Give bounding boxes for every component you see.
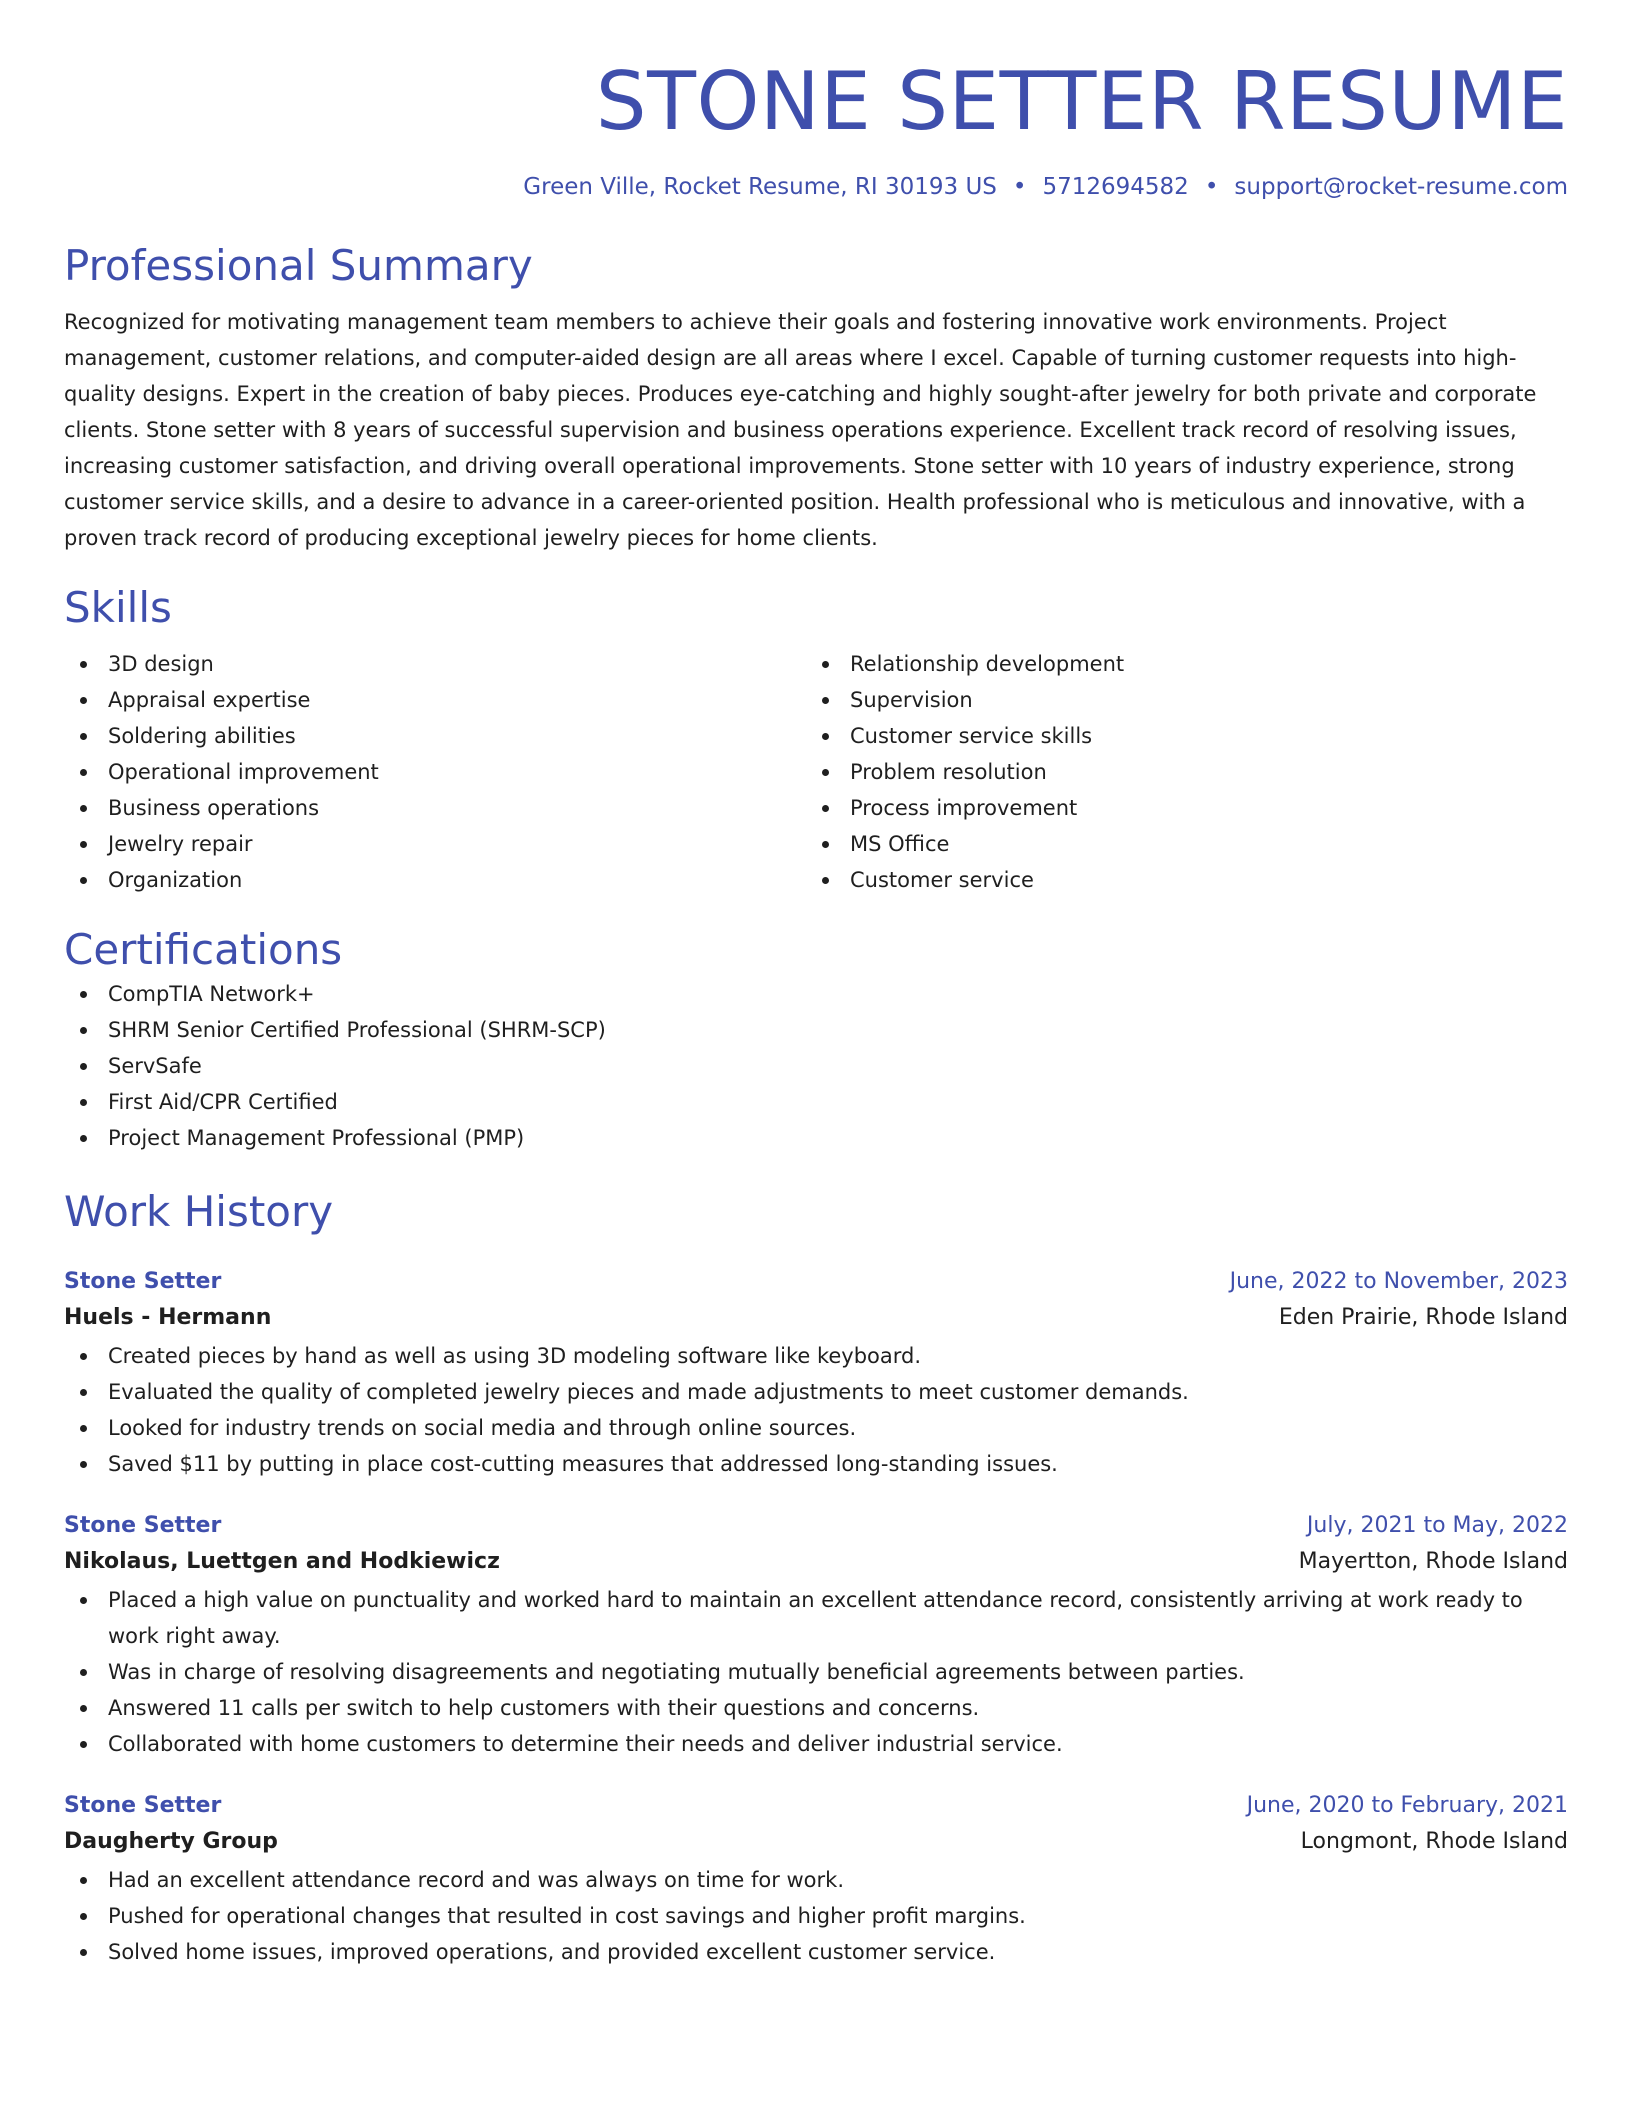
job-duty-text: Looked for industry trends on social media and through online sources.	[108, 1416, 857, 1440]
bullet-icon	[80, 877, 87, 884]
bullet-icon	[80, 1389, 87, 1396]
bullet-icon	[80, 1063, 87, 1070]
bullet-icon	[80, 1425, 87, 1432]
certifications-heading: Certifications	[64, 925, 343, 974]
job-dates: June, 2022 to November, 2023	[1229, 1269, 1568, 1294]
job-entry	[64, 1790, 1568, 1970]
skill-item	[806, 826, 1548, 862]
job-dates: July, 2021 to May, 2022	[1306, 1513, 1568, 1538]
bullet-icon	[80, 769, 87, 776]
certification-item	[64, 1084, 1568, 1120]
job-duty	[64, 1726, 1568, 1762]
skill-item	[806, 790, 1548, 826]
bullet-icon	[80, 1099, 87, 1106]
job-duty-text: Saved $11 by putting in place cost-cutting measures that addressed long-standing issues.	[108, 1452, 1058, 1476]
skill-label: Customer service	[850, 868, 1034, 892]
job-duty-text: Pushed for operational changes that resulted in cost savings and higher profit margins.	[108, 1904, 1026, 1928]
bullet-icon	[80, 1741, 87, 1748]
job-duty	[64, 1862, 1568, 1898]
bullet-icon	[80, 1913, 87, 1920]
job-duty	[64, 1446, 1568, 1482]
job-duty	[64, 1582, 1568, 1654]
job-entry	[64, 1266, 1568, 1482]
certification-item	[64, 1048, 1568, 1084]
bullet-icon	[80, 1705, 87, 1712]
job-header-row	[64, 1790, 1568, 1822]
bullet-icon	[822, 769, 829, 776]
certification-item	[64, 976, 1568, 1012]
job-duty	[64, 1898, 1568, 1934]
resume-title: STONE SETTER RESUME	[595, 55, 1568, 148]
bullet-icon	[822, 733, 829, 740]
skill-item	[64, 754, 806, 790]
job-duty	[64, 1374, 1568, 1410]
skill-label: Jewelry repair	[108, 832, 253, 856]
bullet-icon	[822, 697, 829, 704]
job-duty-text: Placed a high value on punctuality and worked hard to maintain an excellent attendance record, consistently arriving at work ready to work right away.	[108, 1588, 1523, 1648]
job-duty	[64, 1338, 1568, 1374]
certification-label: CompTIA Network+	[108, 982, 315, 1006]
certification-item	[64, 1120, 1568, 1156]
contact-phone: 5712694582	[1042, 174, 1189, 200]
skills-list-left	[64, 646, 806, 898]
job-header-row	[64, 1510, 1568, 1542]
work-history-heading: Work History	[64, 1187, 334, 1236]
job-duty	[64, 1934, 1568, 1970]
bullet-icon	[822, 877, 829, 884]
skills-columns	[64, 646, 1568, 898]
skill-label: Soldering abilities	[108, 724, 296, 748]
job-location: Eden Prairie, Rhode Island	[1278, 1305, 1568, 1330]
job-duty-text: Evaluated the quality of completed jewelry pieces and made adjustments to meet customer demands.	[108, 1380, 1189, 1404]
job-duty-text: Solved home issues, improved operations, and provided excellent customer service.	[108, 1940, 996, 1964]
skills-heading: Skills	[64, 583, 172, 632]
skill-label: Operational improvement	[108, 760, 379, 784]
summary-heading: Professional Summary	[64, 241, 533, 290]
contact-separator: •	[1204, 174, 1219, 200]
job-location: Mayertton, Rhode Island	[1298, 1549, 1568, 1574]
skills-list-right	[806, 646, 1548, 898]
skill-item	[64, 862, 806, 898]
contact-separator: •	[1012, 174, 1027, 200]
skill-item	[64, 790, 806, 826]
skill-item	[806, 862, 1548, 898]
bullet-icon	[80, 1949, 87, 1956]
job-company-row	[64, 1298, 1568, 1338]
job-role: Stone Setter	[64, 1269, 222, 1294]
job-entry	[64, 1510, 1568, 1762]
bullet-icon	[80, 805, 87, 812]
bullet-icon	[80, 1461, 87, 1468]
job-role: Stone Setter	[64, 1513, 222, 1538]
job-dates: June, 2020 to February, 2021	[1246, 1793, 1568, 1818]
bullet-icon	[80, 1597, 87, 1604]
bullet-icon	[822, 661, 829, 668]
job-company: Huels - Hermann	[64, 1305, 272, 1330]
skill-item	[806, 718, 1548, 754]
contact-email: support@rocket-resume.com	[1234, 174, 1568, 200]
job-company: Daugherty Group	[64, 1829, 278, 1854]
job-duty-text: Collaborated with home customers to determine their needs and deliver industrial service.	[108, 1732, 1063, 1756]
bullet-icon	[80, 697, 87, 704]
job-company-row	[64, 1822, 1568, 1862]
job-duty	[64, 1654, 1568, 1690]
bullet-icon	[80, 1669, 87, 1676]
bullet-icon	[80, 1027, 87, 1034]
skill-item	[806, 646, 1548, 682]
job-role: Stone Setter	[64, 1793, 222, 1818]
job-duty	[64, 1410, 1568, 1446]
bullet-icon	[80, 841, 87, 848]
skill-item	[64, 646, 806, 682]
job-company-row	[64, 1542, 1568, 1582]
certification-item	[64, 1012, 1568, 1048]
job-duty-text: Answered 11 calls per switch to help customers with their questions and concerns.	[108, 1696, 980, 1720]
resume-page	[64, 0, 1568, 1970]
skill-item	[64, 718, 806, 754]
skill-label: Supervision	[850, 688, 973, 712]
contact-address: Green Ville, Rocket Resume, RI 30193 US	[523, 174, 997, 200]
certification-label: First Aid/CPR Certified	[108, 1090, 338, 1114]
job-duty-text: Had an excellent attendance record and was always on time for work.	[108, 1868, 845, 1892]
bullet-icon	[80, 1353, 87, 1360]
bullet-icon	[80, 733, 87, 740]
skill-label: Relationship development	[850, 652, 1125, 676]
bullet-icon	[822, 805, 829, 812]
skill-item	[64, 682, 806, 718]
bullet-icon	[822, 841, 829, 848]
certification-label: SHRM Senior Certified Professional (SHRM-SCP)	[108, 1018, 606, 1042]
skill-label: 3D design	[108, 652, 214, 676]
job-duties-list	[64, 1862, 1568, 1970]
bullet-icon	[80, 991, 87, 998]
skill-item	[806, 682, 1548, 718]
skill-label: Problem resolution	[850, 760, 1047, 784]
skills-column-right	[806, 646, 1548, 898]
skill-label: MS Office	[850, 832, 950, 856]
certification-label: Project Management Professional (PMP)	[108, 1126, 525, 1150]
skill-label: Organization	[108, 868, 243, 892]
certifications-list	[64, 976, 1568, 1156]
job-header-row	[64, 1266, 1568, 1298]
certification-label: ServSafe	[108, 1054, 202, 1078]
job-company: Nikolaus, Luettgen and Hodkiewicz	[64, 1549, 500, 1574]
bullet-icon	[80, 1877, 87, 1884]
job-duty-text: Created pieces by hand as well as using 3D modeling software like keyboard.	[108, 1344, 922, 1368]
skill-label: Business operations	[108, 796, 320, 820]
bullet-icon	[80, 661, 87, 668]
job-duty-text: Was in charge of resolving disagreements and negotiating mutually beneficial agreements between parties.	[108, 1660, 1245, 1684]
skill-label: Process improvement	[850, 796, 1078, 820]
job-duties-list	[64, 1582, 1568, 1762]
skill-label: Appraisal expertise	[108, 688, 311, 712]
summary-text: Recognized for motivating management team members to achieve their goals and fostering innovative work environments. Project management, customer relations, and computer-aided design are all areas where I excel. Capable of turning customer requests into high-quality designs. Expert in the creation of baby pieces. Produces eye-catching and highly sought-after jewelry for both private and corporate clients. Stone setter with 8 years of successful supervision and business operations experience. Excellent track record of resolving issues, increasing customer satisfaction, and driving overall operational improvements. Stone setter with 10 years of industry experience, strong customer service skills, and a desire to advance in a career-oriented position. Health professional who is meticulous and innovative, with a proven track record of producing exceptional jewelry pieces for home clients.	[64, 310, 1537, 550]
job-duties-list	[64, 1338, 1568, 1482]
skill-item	[64, 826, 806, 862]
skill-item	[806, 754, 1548, 790]
bullet-icon	[80, 1135, 87, 1142]
skill-label: Customer service skills	[850, 724, 1093, 748]
contact-line	[64, 172, 1568, 202]
job-location: Longmont, Rhode Island	[1300, 1829, 1568, 1854]
job-duty	[64, 1690, 1568, 1726]
skills-column-left	[64, 646, 806, 898]
